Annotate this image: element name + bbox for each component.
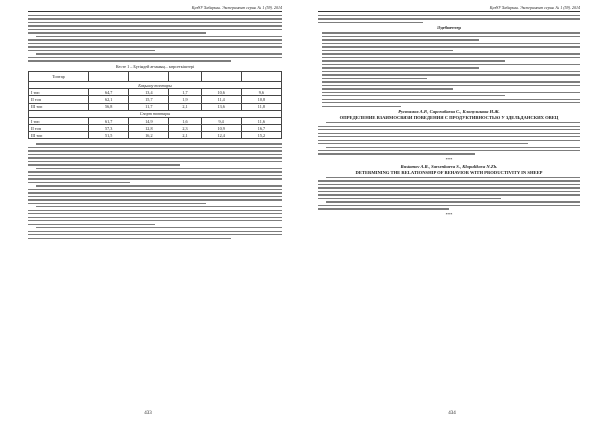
page-number-right: 434 — [448, 411, 456, 416]
table-cell: 11,7 — [129, 103, 169, 110]
table-cell: 64,7 — [89, 89, 129, 96]
table-cell: 10,8 — [241, 96, 281, 103]
table-cell: 56,8 — [89, 103, 129, 110]
table-body — [29, 81, 282, 139]
table-section-row — [29, 81, 282, 88]
table-cell: 15,7 — [129, 96, 169, 103]
article-title-en: DETERMINING THE RELATIONSHIP OF BEHAVIOR WITH PRODUCTIVITY IN SHEEP — [355, 169, 543, 175]
table-cell: 61,7 — [89, 117, 129, 124]
table-cell: 11,4 — [201, 96, 241, 103]
separator-stars-bottom: *** — [445, 211, 453, 217]
table-cell: 1,6 — [169, 117, 201, 124]
table-section-label: Бақылау топтары — [29, 81, 282, 88]
abstract-en — [318, 177, 580, 210]
table-cell: 11,8 — [241, 103, 281, 110]
table-cell: 2,3 — [169, 125, 201, 132]
table-cell: 9,6 — [241, 89, 281, 96]
table-header-cell — [241, 71, 281, 81]
table-header-cell — [89, 71, 129, 81]
table-row-label: I топ — [29, 89, 89, 96]
authors-ru: Рустамов А.Р., Сарсенбаева С., Клопуликова Н.Ж. — [398, 109, 500, 115]
left-page — [0, 0, 296, 424]
running-header-right: ҚазҰУ Хабаршы. Эксперимент серия. № 1 (59). 2014 — [318, 5, 580, 12]
table-row — [29, 125, 282, 132]
abstract-ru — [318, 122, 580, 155]
table-header-cell — [129, 71, 169, 81]
table-cell: 57,3 — [89, 125, 129, 132]
table-row — [29, 89, 282, 96]
table-cell: 12,4 — [201, 132, 241, 139]
table-cell: 12,8 — [129, 125, 169, 132]
table-cell: 62,1 — [89, 96, 129, 103]
table-cell: 16,2 — [129, 132, 169, 139]
page-number-left: 433 — [144, 411, 152, 416]
table-section-row — [29, 110, 282, 117]
table-row-label: II топ — [29, 125, 89, 132]
table-row-label: I топ — [29, 117, 89, 124]
table-cell: 16,7 — [241, 125, 281, 132]
body-text-block — [318, 15, 580, 23]
table-cell: 51,5 — [89, 132, 129, 139]
table-row — [29, 96, 282, 103]
table-cell: 10,9 — [201, 125, 241, 132]
table-header-cell — [201, 71, 241, 81]
table-cell: 1,7 — [169, 89, 201, 96]
table-cell: 2,1 — [169, 103, 201, 110]
table-cell: 11,6 — [241, 117, 281, 124]
running-header-left: ҚазҰУ Хабаршы. Эксперимент серия. № 1 (59). 2014 — [28, 5, 282, 12]
body-text-block — [28, 143, 282, 238]
table-cell: 13,4 — [129, 89, 169, 96]
references-heading: Әдебиеттер — [437, 25, 461, 31]
table-header-cell: Топтар — [29, 71, 89, 81]
article-title-ru: ОПРЕДЕЛЕНИЕ ВЗАИМОСВЯЗИ ПОВЕДЕНИЯ С ПРОДУКТИВНОСТЬЮ У ЗДЕЛЬДАНСКИХ ОВЕЦ — [339, 115, 559, 121]
separator-stars: *** — [445, 156, 453, 162]
table-cell: 1,9 — [169, 96, 201, 103]
data-table — [28, 71, 282, 140]
table-row-label: III топ — [29, 103, 89, 110]
table-header-cell — [169, 71, 201, 81]
table-row — [29, 132, 282, 139]
table-row-label: II топ — [29, 96, 89, 103]
table-cell: 9,4 — [201, 117, 241, 124]
table-row-label: III топ — [29, 132, 89, 139]
table-caption: Кесте 1 – Бүтіндей ағзаның... көрсеткіштері — [115, 63, 195, 69]
table-cell: 15,2 — [241, 132, 281, 139]
table-cell: 14,9 — [129, 117, 169, 124]
table-cell: 13,6 — [201, 103, 241, 110]
authors-en: Rustamov A.R., Sarsenbaeva S., Klopulikova N.Zh. — [400, 163, 498, 169]
table-row — [29, 103, 282, 110]
table-section-label: Спорт топтары — [29, 110, 282, 117]
table-cell: 10,6 — [201, 89, 241, 96]
table-header-row — [29, 71, 282, 81]
table-row — [29, 117, 282, 124]
table-cell: 2,1 — [169, 132, 201, 139]
body-text-block — [28, 15, 282, 62]
right-page — [304, 0, 600, 424]
references-list — [318, 32, 580, 106]
